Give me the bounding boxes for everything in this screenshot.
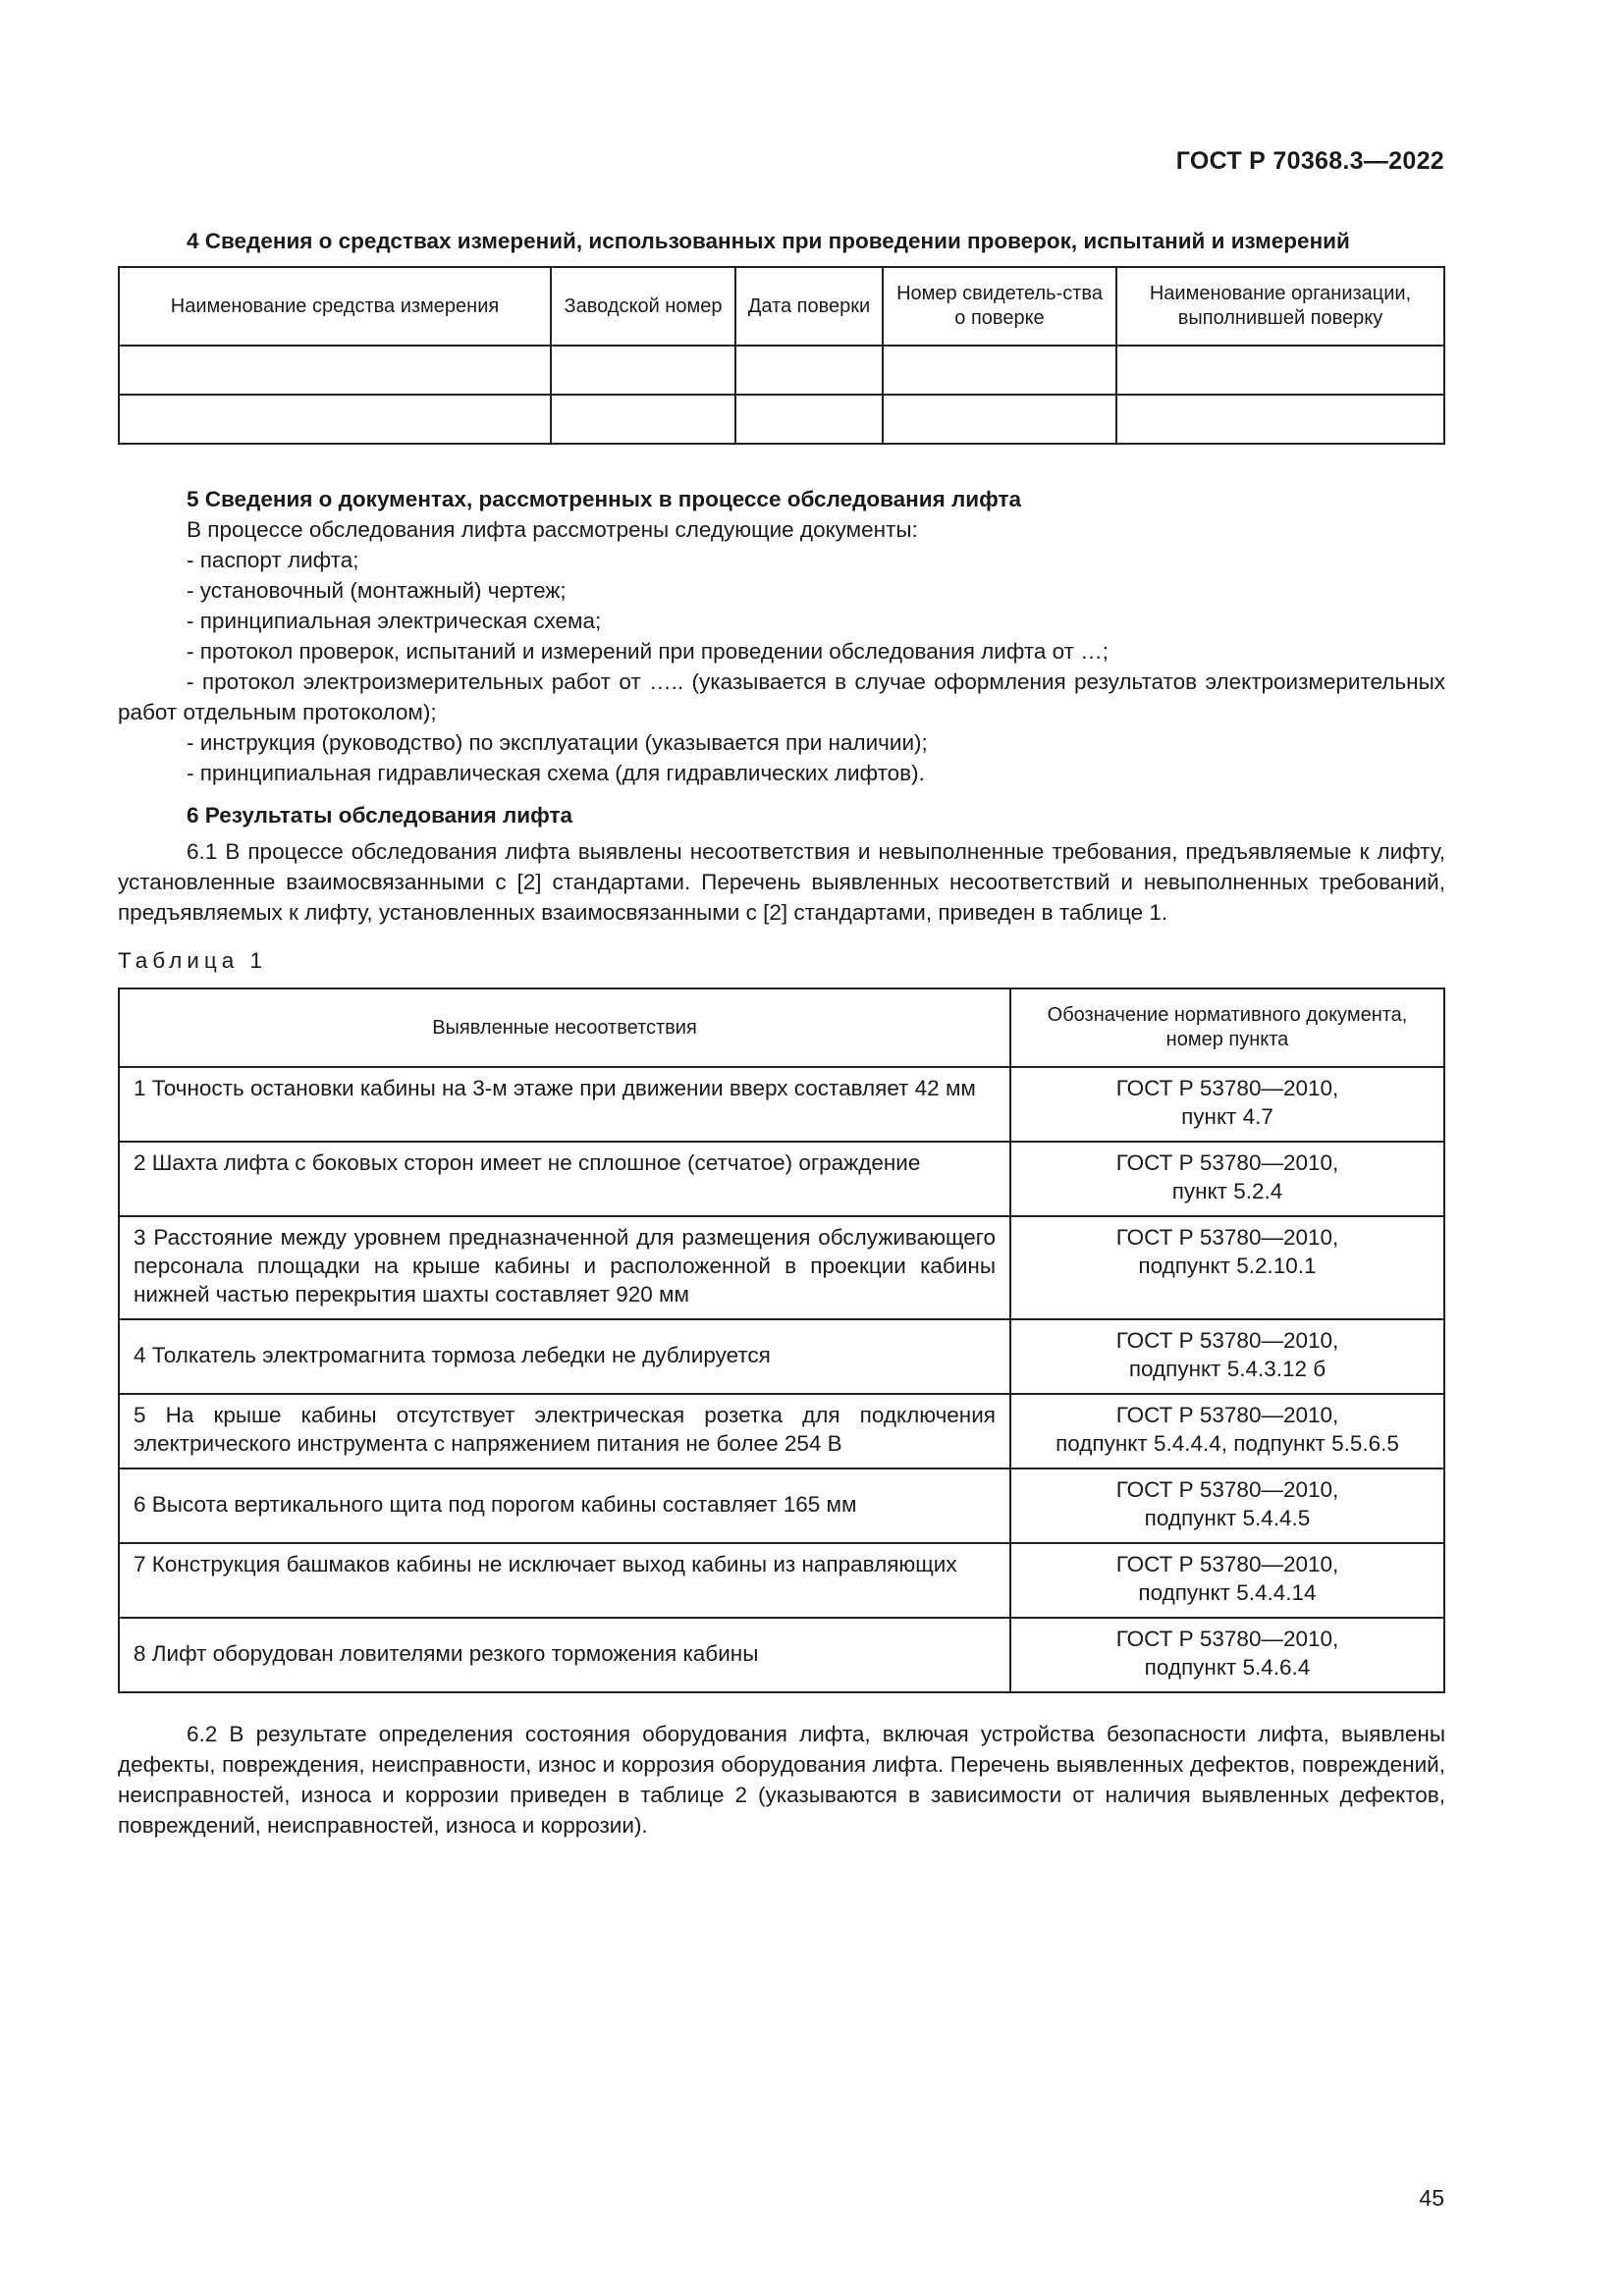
list-item: - установочный (монтажный) чертеж; xyxy=(187,578,567,603)
nonconformity-description: 2 Шахта лифта с боковых сторон имеет не сплошное (сетчатое) ограждение xyxy=(119,1142,1010,1216)
table-row xyxy=(119,395,1444,444)
reference-standard: ГОСТ Р 53780—2010, xyxy=(1115,1150,1339,1175)
table-row xyxy=(119,1067,1444,1142)
column-header: Заводской номер xyxy=(551,267,735,346)
section-6-heading: 6 Результаты обследования лифта xyxy=(187,803,573,828)
reference-clause: подпункт 5.4.4.14 xyxy=(1138,1580,1317,1605)
reference-standard: ГОСТ Р 53780—2010, xyxy=(1115,1552,1339,1576)
table-cell xyxy=(735,346,883,395)
list-item: - принципиальная гидравлическая схема (для гидравлических лифтов). xyxy=(187,761,925,785)
table-header-row xyxy=(119,267,1444,346)
list-item: - протокол проверок, испытаний и измерений при проведении обследования лифта от …; xyxy=(187,639,1109,664)
reference-standard: ГОСТ Р 53780—2010, xyxy=(1115,1403,1339,1427)
list-item: - инструкция (руководство) по эксплуатации (указывается при наличии); xyxy=(187,730,928,755)
reference-clause: подпункт 5.4.3.12 б xyxy=(1128,1357,1326,1381)
table-row xyxy=(119,1543,1444,1618)
table-row xyxy=(119,346,1444,395)
normative-reference xyxy=(1010,1216,1444,1319)
reference-standard: ГОСТ Р 53780—2010, xyxy=(1115,1627,1339,1651)
reference-standard: ГОСТ Р 53780—2010, xyxy=(1115,1225,1339,1250)
table-cell xyxy=(551,346,735,395)
table-header-row xyxy=(119,988,1444,1067)
table-row xyxy=(119,1618,1444,1692)
table-cell xyxy=(119,395,551,444)
column-header: Выявленные несоответствия xyxy=(119,988,1010,1067)
reference-clause: подпункт 5.4.4.4, подпункт 5.5.6.5 xyxy=(1056,1431,1399,1456)
nonconformity-description: 1 Точность остановки кабины на 3-м этаже при движении вверх составляет 42 мм xyxy=(119,1067,1010,1142)
column-header: Наименование средства измерения xyxy=(119,267,551,346)
normative-reference xyxy=(1010,1543,1444,1618)
table-row xyxy=(119,1142,1444,1216)
nonconformity-description: 7 Конструкция башмаков кабины не исключает выход кабины из направляющих xyxy=(119,1543,1010,1618)
paragraph-6-1: 6.1 В процессе обследования лифта выявлены несоответствия и невыполненные требования, предъявляемые к лифту, установленные взаимосвязанными с [2] стандартами. Перечень выявленных несоответствий и невыполненных требований, предъявляемых к лифту, установленных взаимосвязанными с [2] стандартами, приведен в таблице 1. xyxy=(118,839,1445,925)
nonconformity-description: 3 Расстояние между уровнем предназначенной для размещения обслуживающего персонала площадки на крыше кабины и расположенной в проекции кабины нижней частью перекрытия шахты составляет 920 мм xyxy=(119,1216,1010,1319)
section-5-heading: 5 Сведения о документах, рассмотренных в процессе обследования лифта xyxy=(187,487,1022,511)
column-header: Дата поверки xyxy=(735,267,883,346)
table-1-label: Таблица 1 xyxy=(118,948,267,973)
reference-clause: подпункт 5.4.6.4 xyxy=(1144,1655,1311,1680)
table-cell xyxy=(883,346,1116,395)
paragraph-6-2: 6.2 В результате определения состояния оборудования лифта, включая устройства безопасности лифта, выявлены дефекты, повреждения, неисправности, износ и коррозия оборудования лифта. Перечень выявленных дефектов, повреждений, неисправностей, износа и коррозии приведен в таблице 2 (указываются в зависимости от наличия выявленных дефектов, повреждений, неисправностей, износа и коррозии). xyxy=(118,1722,1445,1838)
column-header: Номер свидетель-ства о поверке xyxy=(883,267,1116,346)
table-row xyxy=(119,1394,1444,1468)
reference-clause: пункт 5.2.4 xyxy=(1171,1179,1283,1203)
reference-standard: ГОСТ Р 53780—2010, xyxy=(1115,1477,1339,1502)
documents-list xyxy=(118,545,1445,788)
reference-standard: ГОСТ Р 53780—2010, xyxy=(1115,1328,1339,1353)
document-code: ГОСТ Р 70368.3—2022 xyxy=(1175,147,1444,175)
nonconformity-description: 8 Лифт оборудован ловителями резкого торможения кабины xyxy=(119,1618,1010,1692)
table-cell xyxy=(119,346,551,395)
normative-reference xyxy=(1010,1142,1444,1216)
table-row xyxy=(119,1468,1444,1543)
measurement-instruments-table xyxy=(118,266,1445,445)
reference-standard: ГОСТ Р 53780—2010, xyxy=(1115,1076,1339,1100)
table-row xyxy=(119,1216,1444,1319)
normative-reference xyxy=(1010,1468,1444,1543)
column-header: Наименование организации, выполнившей поверку xyxy=(1116,267,1444,346)
column-header: Обозначение нормативного документа, номер пункта xyxy=(1010,988,1444,1067)
list-item: - паспорт лифта; xyxy=(187,548,359,572)
normative-reference xyxy=(1010,1618,1444,1692)
page-number: 45 xyxy=(1419,2185,1444,2211)
table-row xyxy=(119,1319,1444,1394)
section-4-heading: 4 Сведения о средствах измерений, использованных при проведении проверок, испытаний и измерений xyxy=(187,229,1350,253)
nonconformity-description: 6 Высота вертикального щита под порогом кабины составляет 165 мм xyxy=(119,1468,1010,1543)
nonconformities-table xyxy=(118,988,1445,1693)
table-cell xyxy=(735,395,883,444)
list-item: - принципиальная электрическая схема; xyxy=(187,609,602,633)
table-cell xyxy=(1116,346,1444,395)
nonconformity-description: 4 Толкатель электромагнита тормоза лебедки не дублируется xyxy=(119,1319,1010,1394)
table-cell xyxy=(883,395,1116,444)
reference-clause: подпункт 5.4.4.5 xyxy=(1144,1506,1311,1530)
reference-clause: пункт 4.7 xyxy=(1181,1104,1273,1129)
page-content xyxy=(118,226,1445,1841)
reference-clause: подпункт 5.2.10.1 xyxy=(1138,1254,1317,1278)
section-5-intro: В процессе обследования лифта рассмотрены следующие документы: xyxy=(187,517,918,542)
table-cell xyxy=(551,395,735,444)
normative-reference xyxy=(1010,1067,1444,1142)
list-item: - протокол электроизмерительных работ от ….. (указывается в случае оформления результатов электроизмерительных работ отдельным протоколом); xyxy=(118,669,1445,724)
normative-reference xyxy=(1010,1319,1444,1394)
table-cell xyxy=(1116,395,1444,444)
nonconformity-description: 5 На крыше кабины отсутствует электрическая розетка для подключения электрического инструмента с напряжением питания не более 254 В xyxy=(119,1394,1010,1468)
normative-reference xyxy=(1010,1394,1444,1468)
